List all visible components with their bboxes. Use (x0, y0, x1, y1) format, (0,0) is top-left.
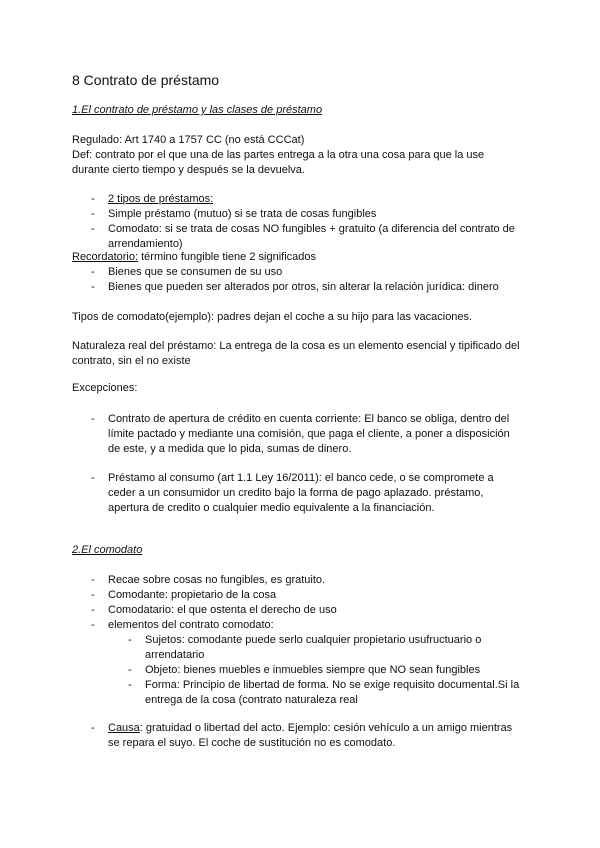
list-item: Bienes que pueden ser alterados por otros, sin alterar la relación jurídica: dinero (108, 281, 499, 293)
naturaleza-line-2: contrato, sin el no existe (72, 355, 191, 367)
sub-bullet-dash: - (128, 634, 132, 646)
bullet-dash: - (91, 208, 95, 220)
definition-line-2: durante cierto tiempo y después se la devuelva. (72, 164, 305, 176)
regulado-text: Regulado: Art 1740 a 1757 CC (no está CCCat) (72, 134, 305, 146)
definition-line-1: Def: contrato por el que una de las partes entrega a la otra una cosa para que la use (72, 149, 485, 161)
document-title: 8 Contrato de préstamo (72, 72, 220, 88)
list-item: Bienes que se consumen de su uso (108, 266, 283, 278)
excepciones-label: Excepciones: (72, 382, 138, 394)
exception-line: apertura de credito o cualquier medio equivalente a la financiación. (108, 502, 435, 514)
list-item: Comodante: propietario de la cosa (108, 589, 277, 601)
list-item: Simple préstamo (mutuo) si se trata de cosas fungibles (108, 208, 377, 220)
bullet-dash: - (91, 574, 95, 586)
causa-label: Causa (108, 722, 140, 734)
tipos-heading-item: 2 tipos de préstamos: (108, 193, 214, 205)
sub-list-item: Sujetos: comodante puede serlo cualquier propietario usufructuario o (145, 634, 482, 646)
list-item: Comodatario: el que ostenta el derecho de uso (108, 604, 337, 616)
causa-line-2: se repara el suyo. El coche de sustitución no es comodato. (108, 737, 396, 749)
exception-line: Contrato de apertura de crédito en cuenta corriente: El banco se obliga, dentro del (108, 413, 510, 425)
section1-heading: 1.El contrato de préstamo y las clases de préstamo (72, 104, 323, 116)
bullet-dash: - (91, 193, 95, 205)
bullet-dash: - (91, 619, 95, 631)
bullet-dash: - (91, 604, 95, 616)
list-item: Recae sobre cosas no fungibles, es gratuito. (108, 574, 326, 586)
sub-list-item-continuation: entrega de la cosa (contrato naturaleza real (145, 694, 358, 706)
sub-bullet-dash: - (128, 664, 132, 676)
bullet-dash: - (91, 281, 95, 293)
recordatorio-text: término fungible tiene 2 significados (138, 251, 316, 263)
bullet-dash: - (91, 266, 95, 278)
tipos-comodato-text: Tipos de comodato(ejemplo): padres dejan el coche a su hijo para las vacaciones. (72, 311, 473, 323)
exception-line: ceder a un consumidor un credito bajo la forma de pago aplazado. préstamo, (108, 487, 484, 499)
recordatorio-line (72, 250, 316, 265)
exception-line: Préstamo al consumo (art 1.1 Ley 16/2011): el banco cede, o se compromete a (108, 472, 494, 484)
section2-heading: 2.El comodato (72, 544, 143, 556)
list-item: elementos del contrato comodato: (108, 619, 274, 631)
sub-list-item: Forma: Principio de libertad de forma. No se exige requisito documental.Si la (145, 679, 520, 691)
bullet-dash: - (91, 722, 95, 734)
bullet-dash: - (91, 413, 95, 425)
list-item-continuation: arrendamiento) (108, 238, 183, 250)
exception-line: de este, y a medida que lo pida, sumas de dinero. (108, 443, 352, 455)
list-item: Comodato: si se trata de cosas NO fungibles + gratuito (a diferencia del contrato de (108, 223, 515, 235)
sub-bullet-dash: - (128, 679, 132, 691)
causa-text: : gratuidad o libertad del acto. Ejemplo: cesión vehículo a un amigo mientras (139, 722, 513, 734)
causa-line-1 (108, 721, 512, 736)
exception-line: límite pactado y mediante una comisión, que paga el cliente, a poner a disposición (108, 428, 510, 440)
bullet-dash: - (91, 223, 95, 235)
naturaleza-line-1: Naturaleza real del préstamo: La entrega de la cosa es un elemento esencial y tipificado del (72, 340, 520, 352)
bullet-dash: - (91, 472, 95, 484)
sub-list-item-continuation: arrendatario (145, 649, 205, 661)
sub-list-item: Objeto: bienes muebles e inmuebles siempre que NO sean fungibles (145, 664, 481, 676)
bullet-dash: - (91, 589, 95, 601)
recordatorio-label: Recordatorio: (72, 251, 139, 263)
